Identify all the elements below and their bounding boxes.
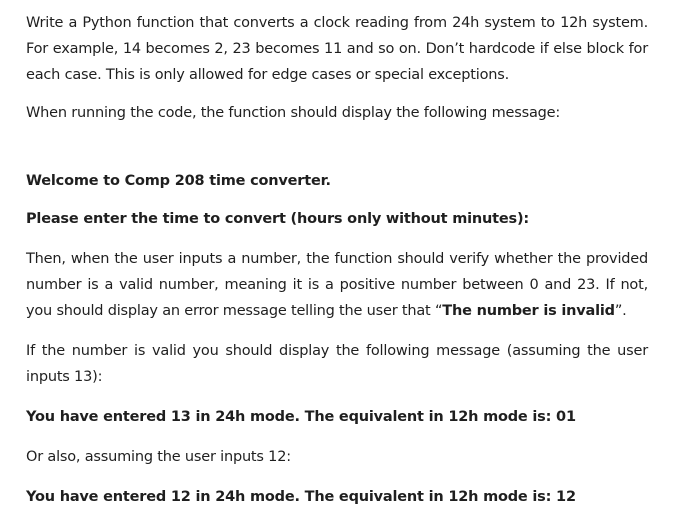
validation-paragraph bbox=[26, 246, 648, 324]
welcome-message: Welcome to Comp 208 time converter. bbox=[26, 173, 331, 189]
validation-text-before: Then, when the user inputs a number, the function should verify whether the provided number is a valid number, meaning it is a positive number between 0 and 23. If not, you should display an error message telling the user that “ bbox=[26, 251, 648, 319]
valid-intro: If the number is valid you should display the following message (assuming the user inputs 13): bbox=[26, 343, 648, 385]
or-also-text: Or also, assuming the user inputs 12: bbox=[26, 449, 291, 465]
prompt-message: Please enter the time to convert (hours only without minutes): bbox=[26, 211, 529, 227]
run-message-intro: When running the code, the function should display the following message: bbox=[26, 105, 561, 121]
example-13-message: You have entered 13 in 24h mode. The equivalent in 12h mode is: 01 bbox=[26, 409, 576, 425]
intro-paragraph: Write a Python function that converts a clock reading from 24h system to 12h system. For example, 14 becomes 2, 23 becomes 11 and so on. Don’t hardcode if else block for each case. This is only allowed for edge cases or special exceptions. bbox=[26, 15, 648, 83]
invalid-message: The number is invalid bbox=[442, 303, 615, 319]
validation-text-after: ”. bbox=[614, 303, 627, 319]
example-12-message: You have entered 12 in 24h mode. The equivalent in 12h mode is: 12 bbox=[26, 489, 576, 505]
